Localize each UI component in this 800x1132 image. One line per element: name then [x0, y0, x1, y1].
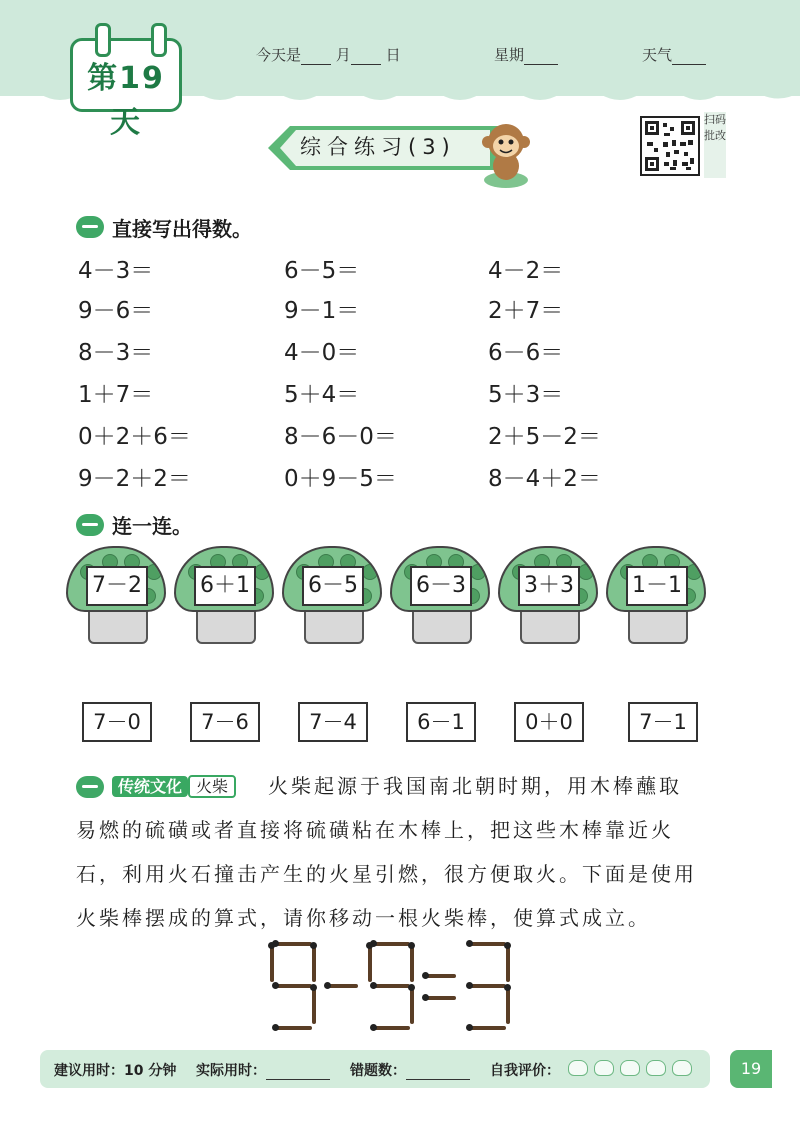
mushroom-expression[interactable]: 6－5: [302, 566, 364, 606]
arithmetic-problem: 9－6＝: [78, 298, 154, 324]
answer-box[interactable]: 6－1: [406, 702, 476, 742]
day-badge: [70, 38, 182, 140]
matchstick[interactable]: [276, 1026, 312, 1030]
mushroom-expression[interactable]: 6＋1: [194, 566, 256, 606]
answer-box[interactable]: 7－1: [628, 702, 698, 742]
paragraph-line-1: 火柴起源于我国南北朝时期，用木棒蘸取: [268, 774, 682, 798]
answer-box[interactable]: 7－0: [82, 702, 152, 742]
day-badge-text: 第19天: [87, 61, 165, 140]
arithmetic-problem: 9－2＋2＝: [78, 466, 191, 492]
section-2-badge: [76, 514, 104, 536]
matchstick[interactable]: [470, 1026, 506, 1030]
actual-time-field[interactable]: 实际用时：: [196, 1060, 330, 1080]
paragraph-line-4: 火柴棒摆成的算式，请你移动一根火柴棒，使算式成立。: [76, 906, 651, 930]
arithmetic-problem: 5＋3＝: [488, 382, 564, 408]
matchstick[interactable]: [374, 942, 410, 946]
calendar-ring-icon: [95, 23, 111, 57]
arithmetic-problem: 0＋2＋6＝: [78, 424, 191, 450]
mushroom-expression[interactable]: 6－3: [410, 566, 472, 606]
matchstick[interactable]: [426, 996, 456, 1000]
arithmetic-problem: 4－0＝: [284, 340, 360, 366]
weekday-field[interactable]: 星期: [494, 44, 558, 65]
mushroom-spot: [470, 564, 486, 580]
smiley-face-icon[interactable]: [620, 1060, 640, 1076]
section-3-tags: [112, 774, 236, 797]
paragraph-line-2: 易燃的硫磺或者直接将硫磺粘在木棒上，把这些木棒靠近火: [76, 818, 674, 842]
arithmetic-problem: 6－6＝: [488, 340, 564, 366]
smiley-face-icon[interactable]: [568, 1060, 588, 1076]
arithmetic-problem: 4－2＝: [488, 258, 564, 284]
date-field[interactable]: 今天是 月 日: [256, 46, 401, 64]
smiley-face-icon[interactable]: [672, 1060, 692, 1076]
monkey-mascot-icon: [476, 116, 536, 190]
arithmetic-problem: 5＋4＝: [284, 382, 360, 408]
matchstick[interactable]: [410, 946, 414, 982]
self-eval-label: 自我评价：: [490, 1063, 560, 1079]
matchstick[interactable]: [270, 946, 274, 982]
matchstick[interactable]: [276, 942, 312, 946]
matchstick[interactable]: [276, 984, 312, 988]
arithmetic-problem: 1＋7＝: [78, 382, 154, 408]
section-3-badge: [76, 776, 104, 798]
matchstick[interactable]: [426, 974, 456, 978]
arithmetic-problem: 8－6－0＝: [284, 424, 397, 450]
arithmetic-problem: 0＋9－5＝: [284, 466, 397, 492]
arithmetic-problem: 4－3＝: [78, 258, 154, 284]
self-eval-faces: [568, 1060, 698, 1080]
mushroom-spot: [254, 564, 270, 580]
matchstick[interactable]: [506, 988, 510, 1024]
mushroom-expression[interactable]: 1－1: [626, 566, 688, 606]
page-number: 19: [730, 1050, 772, 1088]
qr-code[interactable]: [640, 116, 700, 176]
mushroom-spot: [146, 564, 162, 580]
arithmetic-problem: 8－3＝: [78, 340, 154, 366]
section-1-badge: [76, 216, 104, 238]
arithmetic-problem: 2＋5－2＝: [488, 424, 601, 450]
matchstick-equation[interactable]: [270, 938, 530, 1038]
arithmetic-problem: 9－1＝: [284, 298, 360, 324]
suggested-time: 建议用时：10 分钟: [54, 1063, 177, 1079]
calendar-ring-icon: [151, 23, 167, 57]
mushroom-expression[interactable]: 3＋3: [518, 566, 580, 606]
matchstick[interactable]: [470, 942, 506, 946]
matchstick[interactable]: [410, 988, 414, 1024]
matchstick[interactable]: [312, 988, 316, 1024]
arithmetic-problem: 8－4＋2＝: [488, 466, 601, 492]
arithmetic-problem: 6－5＝: [284, 258, 360, 284]
weather-field[interactable]: 天气: [642, 44, 706, 65]
qr-side-label: 扫码批改: [704, 112, 726, 178]
smiley-face-icon[interactable]: [646, 1060, 666, 1076]
matchstick[interactable]: [470, 984, 506, 988]
matchstick[interactable]: [374, 1026, 410, 1030]
mushroom-spot: [578, 564, 594, 580]
culture-tag: 传统文化: [112, 776, 188, 797]
section-2-title: 连一连。: [112, 514, 192, 538]
mushroom-spot: [686, 564, 702, 580]
paragraph-line-3: 石，利用火石撞击产生的火星引燃，很方便取火。下面是使用: [76, 862, 697, 886]
qr-code-icon: [642, 118, 698, 174]
matchstick[interactable]: [374, 984, 410, 988]
mushroom-expression[interactable]: 7－2: [86, 566, 148, 606]
answer-box[interactable]: 7－6: [190, 702, 260, 742]
matches-tag: 火柴: [188, 775, 236, 798]
matchstick[interactable]: [368, 946, 372, 982]
matchstick[interactable]: [312, 946, 316, 982]
arithmetic-problem: 2＋7＝: [488, 298, 564, 324]
mushroom-spot: [362, 564, 378, 580]
section-1-title: 直接写出得数。: [112, 217, 252, 241]
error-count-field[interactable]: 错题数：: [350, 1060, 470, 1080]
answer-box[interactable]: 0＋0: [514, 702, 584, 742]
smiley-face-icon[interactable]: [594, 1060, 614, 1076]
matchstick[interactable]: [328, 984, 358, 988]
answer-box[interactable]: 7－4: [298, 702, 368, 742]
matchstick[interactable]: [506, 946, 510, 982]
page-title: 综合练习(3): [300, 135, 456, 159]
